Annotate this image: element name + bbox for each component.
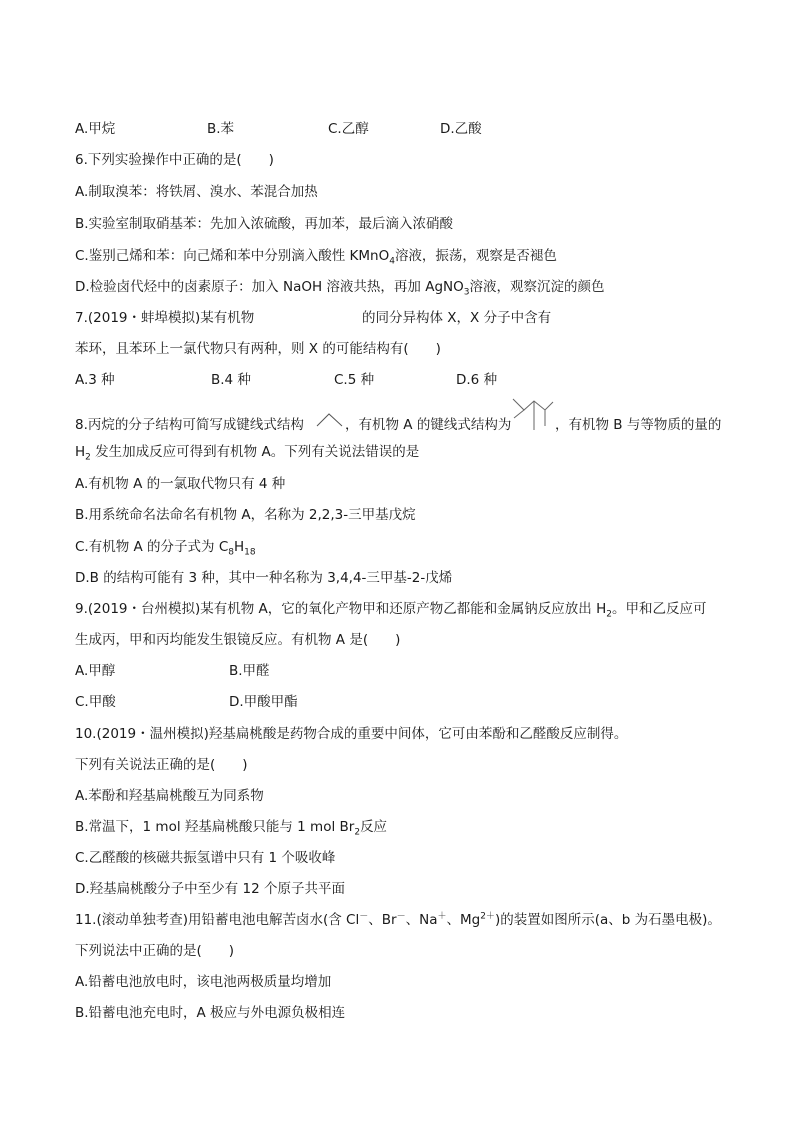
q8-option-c: C.有机物 A 的分子式为 $C_8H_{18}$ bbox=[75, 539, 256, 558]
q10-option-a: A.苯酚和羟基扁桃酸互为同系物 bbox=[75, 788, 264, 804]
q10-option-c: C.乙醛酸的核磁共振氢谱中只有 1 个吸收峰 bbox=[75, 850, 336, 866]
q6-option-d: D.检验卤代烃中的卤素原子：加入 NaOH 溶液共热，再加 AgNO$_3$溶液，观察沉淀的颜色 bbox=[75, 279, 605, 298]
q9-option-a: A.甲醇 bbox=[75, 663, 116, 679]
q8-stem-part3: ，有机物 B 与等物质的量的 bbox=[555, 417, 722, 433]
q10-stem-line2: 下列有关说法正确的是( ) bbox=[75, 757, 248, 773]
q7-option-b: B.4 种 bbox=[211, 372, 251, 388]
q11-option-a: A.铅蓄电池放电时，该电池两极质量均增加 bbox=[75, 974, 332, 990]
q11-stem-line2: 下列说法中正确的是( ) bbox=[75, 943, 235, 959]
q8-option-a: A.有机物 A 的一氯取代物只有 4 种 bbox=[75, 476, 286, 492]
q9-stem: 9.(2019・台州模拟)某有机物 A，它的氧化产物甲和还原产物乙都能和金属钠反应放出 $H_2$。甲和乙反应可 bbox=[75, 601, 707, 620]
q9-option-c: C.甲酸 bbox=[75, 694, 116, 710]
q8-stem-line2: $H_2$ 发生加成反应可得到有机物 A。下列有关说法错误的是 bbox=[75, 444, 420, 463]
q10-option-d: D.羟基扁桃酸分子中至少有 12 个原子共平面 bbox=[75, 881, 345, 897]
q6-stem: 6.下列实验操作中正确的是( ) bbox=[75, 152, 274, 168]
q8-option-b: B.用系统命名法命名有机物 A，名称为 2,2,3-三甲基戊烷 bbox=[75, 507, 416, 523]
q7-option-c: C.5 种 bbox=[334, 372, 375, 388]
q5-option-b: B.苯 bbox=[207, 121, 235, 137]
q8-stem-part2: ，有机物 A 的键线式结构为 bbox=[345, 417, 512, 433]
q6-option-b: B.实验室制取硝基苯：先加入浓硫酸，再加苯，最后滴入浓硝酸 bbox=[75, 216, 454, 232]
q7-stem-part2: 的同分异构体 X，X 分子中含有 bbox=[362, 310, 552, 326]
q9-option-b: B.甲醛 bbox=[229, 663, 270, 679]
q10-stem: 10.(2019・温州模拟)羟基扁桃酸是药物合成的重要中间体，它可由苯酚和乙醛酸反应制得。 bbox=[75, 726, 628, 742]
q11-option-b: B.铅蓄电池充电时，A 极应与外电源负极相连 bbox=[75, 1005, 346, 1021]
q6-option-a: A.制取溴苯：将铁屑、溴水、苯混合加热 bbox=[75, 184, 318, 200]
q7-stem-part1: 7.(2019・蚌埠模拟)某有机物 bbox=[75, 310, 255, 326]
propane-skeletal-formula bbox=[315, 410, 345, 428]
q5-option-d: D.乙酸 bbox=[440, 121, 482, 137]
q8-option-d: D.B 的结构可能有 3 种，其中一种名称为 3,4,4-三甲基-2-戊烯 bbox=[75, 570, 453, 586]
q5-option-c: C.乙醇 bbox=[328, 121, 369, 137]
q5-option-a: A.甲烷 bbox=[75, 121, 116, 137]
q7-stem-line2: 苯环，且苯环上一氯代物只有两种，则 X 的可能结构有( ) bbox=[75, 341, 441, 357]
q9-stem-line2: 生成丙，甲和丙均能发生银镜反应。有机物 A 是( ) bbox=[75, 632, 401, 648]
q9-option-d: D.甲酸甲酯 bbox=[229, 694, 298, 710]
q6-option-c: C.鉴别己烯和苯：向己烯和苯中分别滴入酸性 KMnO$_4$溶液，振荡，观察是否褪色 bbox=[75, 248, 557, 267]
q8-stem-part1: 8.丙烷的分子结构可简写成键线式结构 bbox=[75, 417, 304, 433]
compound-a-skeletal-formula bbox=[510, 396, 554, 434]
q7-option-a: A.3 种 bbox=[75, 372, 115, 388]
q11-stem: 11.(滚动单独考查)用铅蓄电池电解苦卤水(含 Cl－、Br－、Na＋、$Mg^{2+}$)的装置如图所示(a、b 为石墨电极)。 bbox=[75, 911, 721, 928]
q10-option-b: B.常温下，1 mol 羟基扁桃酸只能与 1 mol $Br_2$反应 bbox=[75, 819, 388, 838]
q7-option-d: D.6 种 bbox=[456, 372, 498, 388]
